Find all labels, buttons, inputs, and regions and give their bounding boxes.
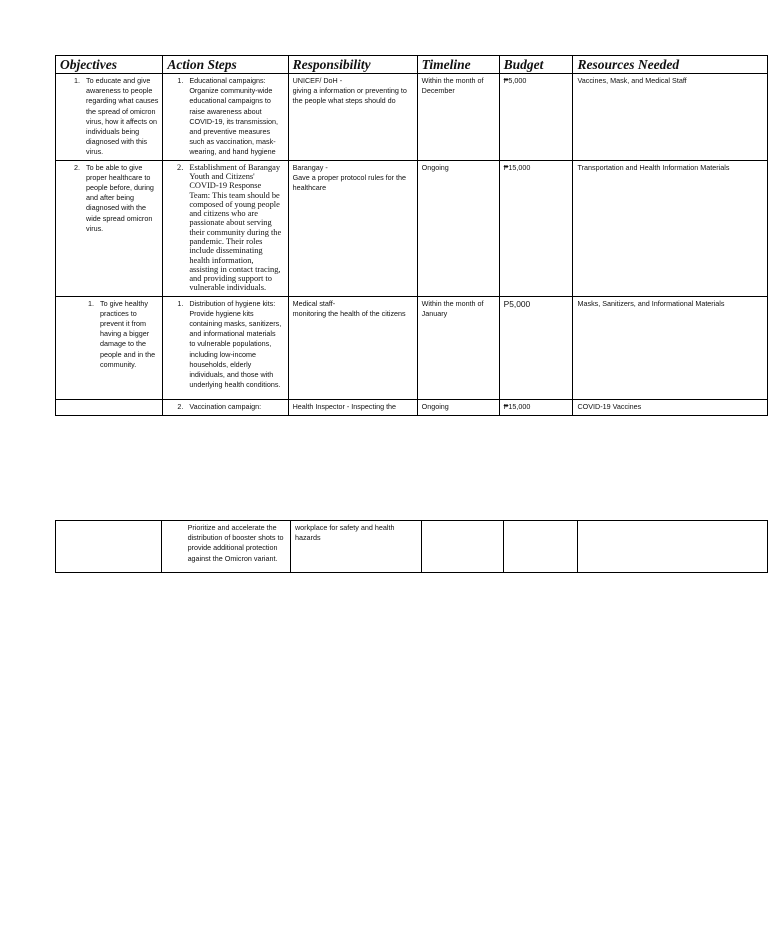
action-cell [163, 74, 288, 161]
responsibility-cell: Medical staff- monitoring the health of the citizens [288, 296, 417, 399]
objective-number: 1. [88, 298, 94, 308]
objective-text: To educate and give awareness to people regarding what causes the spread of omicron virus, how it affects on individuals being diagnosed with this virus. [86, 76, 159, 157]
responsibility-cell: UNICEF/ DoH - giving a information or preventing to the people what steps should do [288, 74, 417, 161]
resources-cell: Masks, Sanitizers, and Informational Materials [573, 296, 768, 399]
table-row [56, 296, 768, 399]
header-timeline: Timeline [417, 56, 499, 74]
action-text: Prioritize and accelerate the distribution of booster shots to provide additional protection against the Omicron variant. [187, 523, 284, 563]
timeline-cell: Ongoing [417, 160, 499, 296]
action-text: Vaccination campaign: [189, 401, 262, 411]
timeline-cell [421, 521, 503, 573]
timeline-cell: Ongoing [417, 399, 499, 415]
budget-cell: ₱15,000 [499, 160, 573, 296]
budget-cell: ₱5,000 [499, 74, 573, 161]
objective-cell [56, 160, 163, 296]
action-number: 2. [177, 162, 184, 172]
objective-cell [56, 521, 162, 573]
action-number: 1. [177, 76, 184, 85]
action-cell [161, 521, 290, 573]
header-resources-needed: Resources Needed [573, 56, 768, 74]
responsibility-cell: Barangay - Gave a proper protocol rules for the healthcare [288, 160, 417, 296]
objective-number: 1. [74, 76, 80, 85]
resources-cell: COVID-19 Vaccines [573, 399, 768, 415]
header-row [56, 56, 768, 74]
responsibility-cell: workplace for safety and health hazards [290, 521, 421, 573]
action-number: 1. [177, 298, 184, 308]
table-row [56, 160, 768, 296]
resources-cell: Vaccines, Mask, and Medical Staff [573, 74, 768, 161]
budget-cell [503, 521, 577, 573]
budget-cell: ₱15,000 [499, 399, 573, 415]
timeline-cell: Within the month of January [417, 296, 499, 399]
continuation-table [55, 520, 768, 573]
objective-cell [56, 74, 163, 161]
objective-cell [56, 296, 163, 399]
objective-cell [56, 399, 163, 415]
header-objectives: Objectives [56, 56, 163, 74]
action-cell [163, 399, 288, 415]
objective-text: To give healthy practices to prevent it from having a bigger damage to the people and in the community. [100, 298, 156, 369]
action-number: 2. [177, 401, 184, 411]
action-cell [163, 296, 288, 399]
resources-cell [578, 521, 768, 573]
action-text: Distribution of hygiene kits: Provide hygiene kits containing masks, sanitizers, and informational materials to vulnerable populations, including low-income households, elderly individuals, and those with underlying health conditions. [189, 298, 282, 390]
table-row [56, 74, 768, 161]
objective-number: 2. [74, 162, 80, 172]
action-plan-table [55, 55, 768, 416]
table-row [56, 521, 768, 573]
header-responsibility: Responsibility [288, 56, 417, 74]
header-action-steps: Action Steps [163, 56, 288, 74]
header-budget: Budget [499, 56, 573, 74]
action-text: Establishment of Barangay Youth and Citizens' COVID-19 Response Team: This team should be composed of young people and citizens who are passionate about serving their community during the pandemic. Their roles include disseminating health information, assisting in contact tracing, and providing support to vulnerable individuals. [189, 162, 282, 293]
action-cell [163, 160, 288, 296]
budget-cell: P5,000 [499, 296, 573, 399]
table-row [56, 399, 768, 415]
timeline-cell: Within the month of December [417, 74, 499, 161]
objective-text: To be able to give proper healthcare to people before, during and after being diagnosed with the wide spread omicron virus. [86, 162, 154, 233]
resources-cell: Transportation and Health Information Materials [573, 160, 768, 296]
action-text: Educational campaigns: Organize community-wide educational campaigns to raise awareness about COVID-19, its transmission, and preventive measures such as vaccination, mask-wearing, and hand hygiene [189, 76, 278, 157]
responsibility-cell: Health Inspector - Inspecting the [288, 399, 417, 415]
